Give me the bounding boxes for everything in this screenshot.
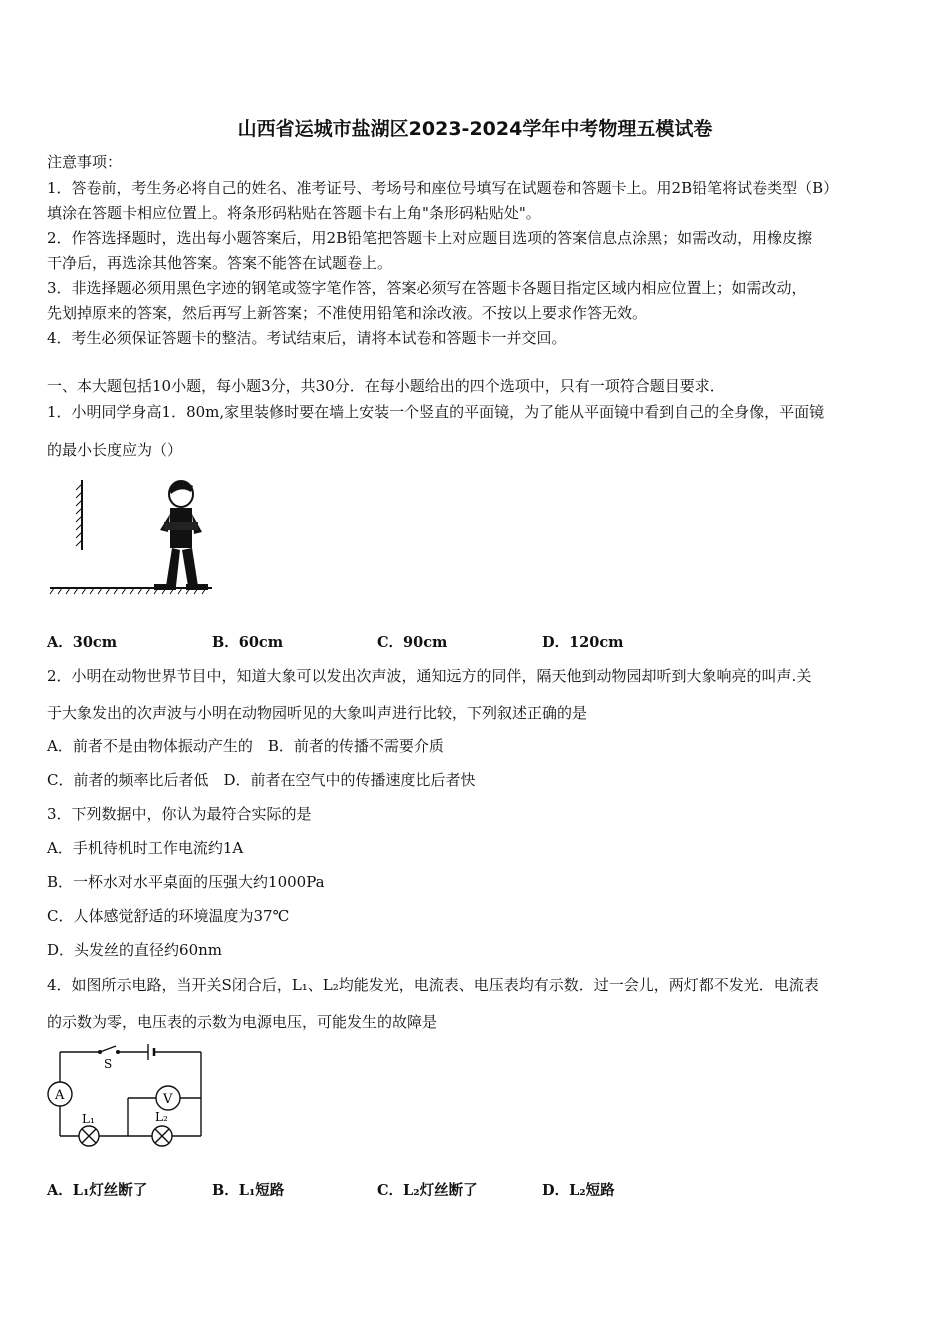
q2-options-ab: A．前者不是由物体振动产生的 B．前者的传播不需要介质 bbox=[47, 737, 444, 755]
q4-stem: 4．如图所示电路，当开关S闭合后，L₁、L₂均能发光，电流表、电压表均有示数．过一会儿，两灯都不发光．电流表 bbox=[47, 976, 819, 994]
mirror-person-figure bbox=[46, 474, 216, 604]
lamp2-label: L₂ bbox=[155, 1110, 168, 1124]
notice-line: 填涂在答题卡相应位置上。将条形码粘贴在答题卡右上角"条形码粘贴处"。 bbox=[47, 204, 541, 222]
q1-stem-cont: 的最小长度应为（） bbox=[47, 441, 183, 459]
q2-options-cd: C．前者的频率比后者低 D．前者在空气中的传播速度比后者快 bbox=[47, 771, 476, 789]
notice-line: 干净后，再选涂其他答案。答案不能答在试题卷上。 bbox=[47, 254, 393, 272]
notice-line: 2．作答选择题时，选出每小题答案后，用2B铅笔把答题卡上对应题目选项的答案信息点涂黑；如需改动，用橡皮擦 bbox=[47, 229, 813, 247]
q4-option-c: C．L₂灯丝断了 bbox=[377, 1182, 478, 1199]
q4-stem-cont: 的示数为零，电压表的示数为电源电压，可能发生的故障是 bbox=[47, 1013, 438, 1031]
q1-option-d: D．120cm bbox=[542, 634, 624, 651]
notice-line: 1．答卷前，考生务必将自己的姓名、准考证号、考场号和座位号填写在试题卷和答题卡上。用2B铅笔将试卷类型（B） bbox=[47, 179, 839, 197]
q3-option-a: A．手机待机时工作电流约1A bbox=[47, 839, 244, 857]
q1-option-a: A．30cm bbox=[47, 634, 118, 651]
notice-line: 4．考生必须保证答题卡的整洁。考试结束后，请将本试卷和答题卡一并交回。 bbox=[47, 329, 567, 347]
circuit-diagram bbox=[44, 1040, 206, 1150]
q1-option-c: C．90cm bbox=[377, 634, 448, 651]
ammeter-label: A bbox=[55, 1088, 65, 1103]
q1-stem: 1．小明同学身高1．80m,家里装修时要在墙上安装一个竖直的平面镜，为了能从平面镜中看到自己的全身像，平面镜 bbox=[47, 403, 825, 421]
lamp1-label: L₁ bbox=[82, 1112, 95, 1126]
q4-option-b: B．L₁短路 bbox=[212, 1182, 285, 1199]
q4-option-a: A．L₁灯丝断了 bbox=[47, 1182, 148, 1199]
q1-option-b: B．60cm bbox=[212, 634, 284, 651]
notice-heading: 注意事项： bbox=[47, 153, 123, 171]
notice-line: 先划掉原来的答案，然后再写上新答案；不准使用铅笔和涂改液。不按以上要求作答无效。 bbox=[47, 304, 648, 322]
q2-stem: 2．小明在动物世界节目中，知道大象可以发出次声波，通知远方的同伴，隔天他到动物园却听到大象响亮的叫声.关 bbox=[47, 667, 812, 685]
q3-option-c: C．人体感觉舒适的环境温度为37℃ bbox=[47, 907, 290, 925]
switch-label: S bbox=[104, 1057, 113, 1071]
q3-stem: 3．下列数据中，你认为最符合实际的是 bbox=[47, 805, 312, 823]
notice-line: 3．非选择题必须用黑色字迹的钢笔或签字笔作答，答案必须写在答题卡各题目指定区域内相应位置上；如需改动， bbox=[47, 279, 807, 297]
q3-option-b: B．一杯水对水平桌面的压强大约1000Pa bbox=[47, 873, 325, 891]
q2-stem-cont: 于大象发出的次声波与小明在动物园听见的大象叫声进行比较，下列叙述正确的是 bbox=[47, 704, 588, 722]
q3-option-d: D．头发丝的直径约60nm bbox=[47, 941, 222, 959]
exam-title: 山西省运城市盐湖区2023-2024学年中考物理五模试卷 bbox=[237, 118, 713, 140]
q4-option-d: D．L₂短路 bbox=[542, 1182, 615, 1199]
section-heading: 一、本大题包括10小题，每小题3分，共30分．在每小题给出的四个选项中，只有一项符合题目要求． bbox=[47, 377, 725, 395]
voltmeter-label: V bbox=[163, 1092, 173, 1107]
